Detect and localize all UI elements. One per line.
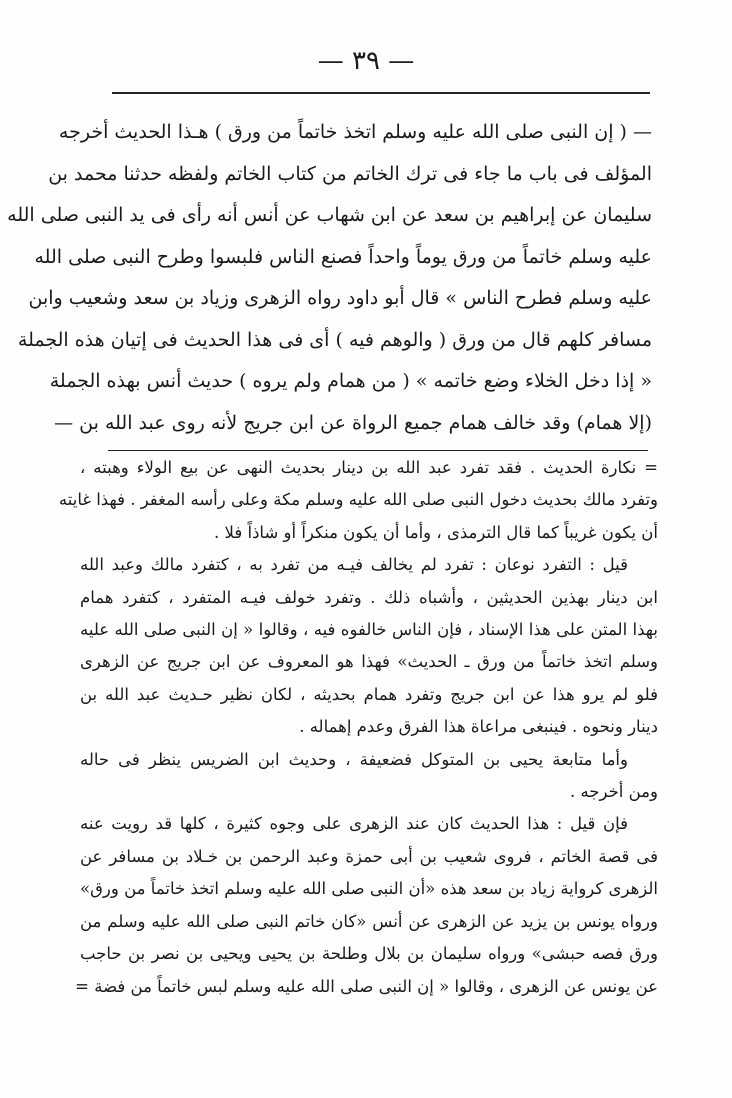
footnotes-block — [58, 452, 658, 1003]
page-number: — ٣٩ — — [317, 46, 415, 76]
footnote-line: ورواه يونس بن يزيد عن الزهرى عن أنس «كان خاتم النبى صلى الله عليه وسلم من — [80, 911, 658, 931]
footnote-separator-rule — [108, 450, 648, 451]
footnote-line: بهذا المتن على هذا الإسناد ، فإن الناس خالفوه فيه ، وقالوا « إن النبى صلى الله عليه — [80, 620, 658, 640]
footnote-line: وسلم اتخذ خاتماً من ورق ـ الحديث» فهذا هو المعروف عن ابن جريج عن الزهرى — [80, 652, 658, 672]
footnote-line: دينار ونحوه . فينبغى مراعاة هذا الفرق وعدم إهماله . — [299, 717, 658, 737]
main-text-line: (إلا همام) وقد خالف همام جميع الرواة عن ابن جريج لأنه روى عبد الله بن — — [54, 411, 652, 434]
main-text-line: عليه وسلم فطرح الناس » قال أبو داود رواه الزهرى وزياد بن سعد وشعيب وابن — [28, 287, 652, 309]
main-text-line: سليمان عن إبراهيم بن سعد عن ابن شهاب عن أنس أنه رأى فى يد النبى صلى الله — [7, 204, 652, 226]
footnote-line: فى قصة الخاتم ، فروى شعيب بن أبى حمزة وعبد الرحمن بن خـلاد بن مسافر عن — [80, 846, 658, 866]
footnote-line: أن يكون غريباً كما قال الترمذى ، وأما أن يكون منكراً أو شاذاً فلا . — [214, 522, 658, 542]
main-text-line: — ( إن النبى صلى الله عليه وسلم اتخذ خاتماً من ورق ) هـذا الحديث أخرجه — [58, 121, 652, 143]
footnote-line: ابن دينار بهذين الحديثين ، وأشباه ذلك . وتفرد خولف فيـه المتفرد ، كتفرد همام — [80, 587, 658, 607]
footnote-line: وأما متابعة يحيى بن المتوكل فضعيفة ، وحديث ابن الضريس ينظر فى حاله — [80, 749, 628, 769]
main-text-line: عليه وسلم خاتماً من ورق يوماً واحداً فصنع الناس فلبسوا وطرح النبى صلى الله — [34, 245, 652, 268]
footnote-line: الزهرى كرواية زياد بن سعد هذه «أن النبى صلى الله عليه وسلم اتخذ خاتماً من ورق» — [80, 879, 658, 899]
footnote-line: قيل : التفرد نوعان : تفرد لم يخالف فيـه من تفرد به ، كتفرد مالك وعبد الله — [80, 555, 628, 575]
main-text-line: المؤلف فى باب ما جاء فى ترك الخاتم من كتاب الخاتم ولفظه حدثنا محمد بن — [48, 162, 652, 185]
header-rule — [112, 92, 650, 94]
footnote-line: فإن قيل : هذا الحديث كان عند الزهرى على وجوه كثيرة ، كلها قد رويت عنه — [80, 814, 628, 834]
footnote-line: ومن أخرجه . — [569, 782, 658, 802]
footnote-line: ورق فصه حبشى» ورواه سليمان بن بلال وطلحة بن يحيى ويحيى بن نصر بن حاجب — [80, 944, 658, 964]
footnote-line: وتفرد مالك بحديث دخول النبى صلى الله عليه وسلم مكة وعلى رأسه المغفر . فهذا غايته — [58, 490, 658, 510]
main-text-block — [7, 112, 652, 444]
footnote-line: = نكارة الحديث . فقد تفرد عبد الله بن دينار بحديث النهى عن بيع الولاء وهبته ، — [80, 458, 658, 477]
footnote-line: عن يونس عن الزهرى ، وقالوا « إن النبى صلى الله عليه وسلم لبس خاتماً من فضة = — [75, 976, 658, 996]
main-text-line: « إذا دخل الخلاء وضع خاتمه » ( من همام ولم يروه ) حديث أنس بهذه الجملة — [49, 370, 652, 392]
main-text-line: مسافر كلهم قال من ورق ( والوهم فيه ) أى فى هذا الحديث فى إتيان هذه الجملة — [17, 328, 652, 351]
footnote-line: فلو لم يرو هذا عن ابن جريج وتفرد همام بحديثه ، لكان نظير حـديث عبد الله بن — [80, 684, 658, 704]
